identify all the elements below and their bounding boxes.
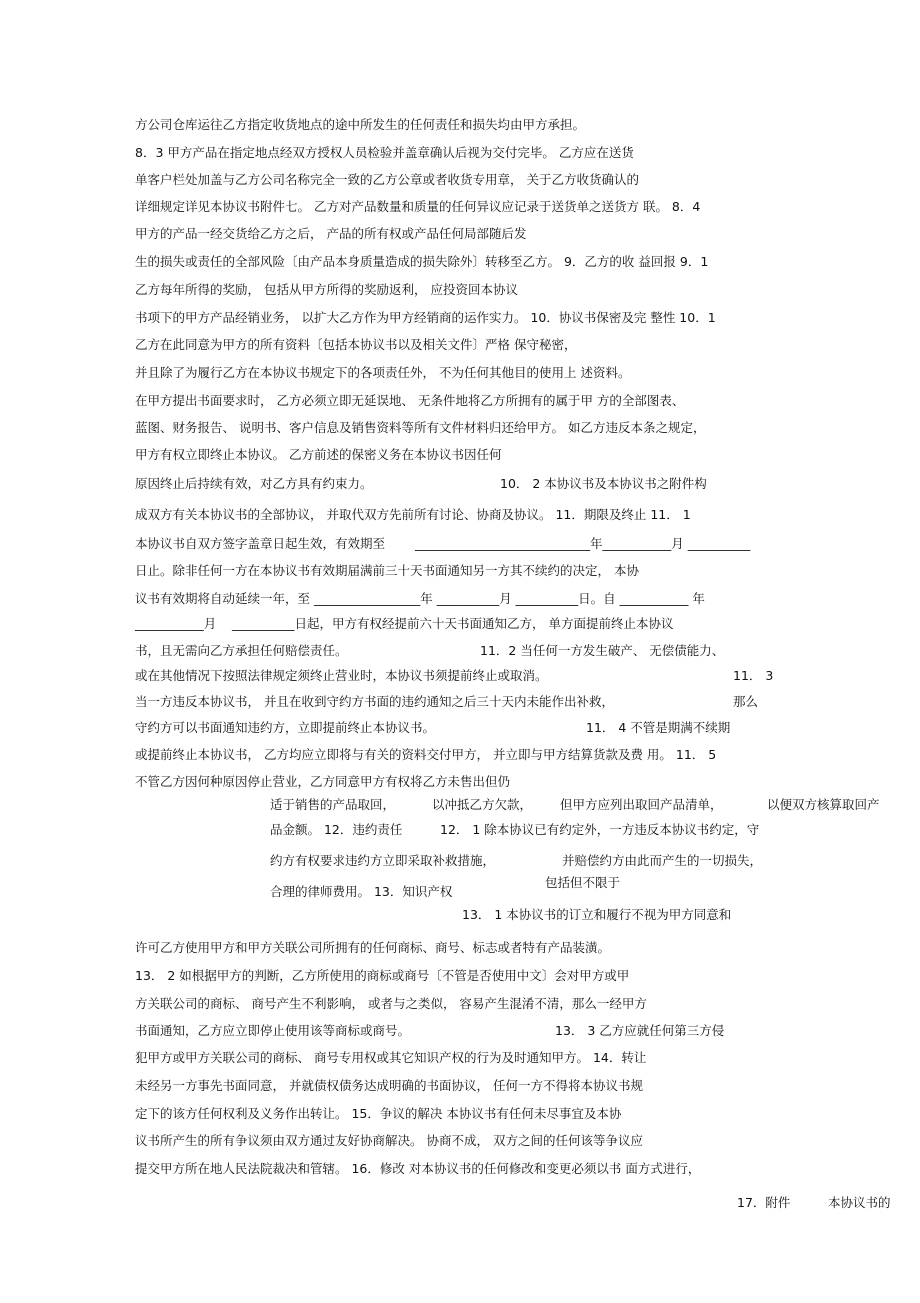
text-line: 那么 [733,694,759,709]
text-line: __________日起，甲方有权经提前六十天书面通知乙方， 单方面提前终止本协议 [232,616,674,631]
text-line: 书项下的甲方产品经销业务， 以扩大乙方作为甲方经销商的运作实力。 10．协议书保密及完 整性 10．1 [135,310,716,325]
text-line: 12． 1 除本协议已有约定外，一方违反本协议书约定，守 [440,822,760,837]
text-line: 议书所产生的所有争议须由双方通过友好协商解决。 协商不成， 双方之间的任何该等争议应 [135,1133,643,1148]
text-line: 或提前终止本协议书， 乙方均应立即将与有关的资料交付甲方， 并立即与甲方结算货款及费 用。 11． 5 [135,747,717,762]
text-line: 日止。除非任何一方在本协议书有效期届满前三十天书面通知另一方其不续约的决定， 本协 [135,563,639,578]
text-line: 定下的该方任何权利及义务作出转让。 15．争议的解决 本协议书有任何未尽事宜及本协 [135,1106,622,1121]
text-line: 13． 2 如根据甲方的判断，乙方所使用的商标或商号〔不管是否使用中文〕会对甲方或甲 [135,968,630,983]
text-line: 当一方违反本协议书， 并且在收到守约方书面的违约通知之后三十天内未能作出补救， [135,694,614,709]
text-line: 议书有效期将自动延续一年，至 _________________年 __________月 __________日。自 ___________ 年 [135,591,705,606]
text-line: 蓝图、财务报告、 说明书、客户信息及销售资料等所有文件材料归还给甲方。 如乙方违反本条之规定， [135,420,706,435]
text-line: 未经另一方事先书面同意， 并就债权债务达成明确的书面协议， 任何一方不得将本协议书规 [135,1078,643,1093]
text-line: 许可乙方使用甲方和甲方关联公司所拥有的任何商标、商号、标志或者特有产品装潢。 [135,940,611,955]
text-line: 生的损失或责任的全部风险〔由产品本身质量造成的损失除外〕转移至乙方。 9．乙方的收 益回报 9．1 [135,254,709,269]
text-line: 原因终止后持续有效，对乙方具有约束力。 [135,476,373,491]
text-line: 单客户栏处加盖与乙方公司名称完全一致的乙方公章或者收货专用章， 关于乙方收货确认的 [135,172,639,187]
text-line: 适于销售的产品取回， [270,797,396,812]
text-line: 并赔偿约方由此而产生的一切损失， [562,853,763,868]
text-line: 10． 2 本协议书及本协议书之附件构 [500,476,707,491]
text-line: 书面通知，乙方应立即停止使用该等商标或商号。 [135,1023,411,1038]
text-line: 8．3 甲方产品在指定地点经双方授权人员检验并盖章确认后视为交付完毕。 乙方应在送货 [135,145,634,160]
text-line: 成双方有关本协议书的全部协议， 并取代双方先前所有讨论、协商及协议。 11．期限及终止 11． 1 [135,507,691,522]
text-line: 品金额。 12．违约责任 [270,822,403,837]
text-line: 本协议书的 [828,1195,891,1210]
text-line: 甲方有权立即终止本协议。 乙方前述的保密义务在本协议书因任何 [135,447,502,462]
text-line: 在甲方提出书面要求时， 乙方必须立即无延误地、 无条件地将乙方所拥有的属于甲 方的全部图表、 [135,393,685,408]
text-line: ____________________________年___________月 __________ [415,536,751,551]
text-line: 但甲方应列出取回产品清单， [560,797,723,812]
text-line: 详细规定详见本协议书附件七。 乙方对产品数量和质量的任何异议应记录于送货单之送货方 联。 8．4 [135,199,701,214]
text-line: 13． 1 本协议书的订立和履行不视为甲方同意和 [462,907,732,922]
text-line: 11． 4 不管是期满不续期 [586,720,731,735]
text-line: 书，且无需向乙方承担任何赔偿责任。 [135,643,348,658]
text-line: 并且除了为履行乙方在本协议书规定下的各项责任外， 不为任何其他目的使用上 述资料。 [135,365,631,380]
text-line: 13． 3 乙方应就任何第三方侵 [555,1023,725,1038]
text-line: 守约方可以书面通知违约方，立即提前终止本协议书。 [135,720,436,735]
text-line: 以便双方核算取回产 [767,797,880,812]
text-line: 以冲抵乙方欠款， [432,797,533,812]
text-line: 约方有权要求违约方立即采取补救措施， [270,853,496,868]
text-line: 本协议书自双方签字盖章日起生效，有效期至 [135,536,386,551]
text-line: 乙方在此同意为甲方的所有资料〔包括本协议书以及相关文件〕严格 保守秘密， [135,337,577,352]
text-line: 乙方每年所得的奖励， 包括从甲方所得的奖励返利， 应投资回本协议 [135,282,518,297]
text-line: 11．2 当任何一方发生破产、 无偿债能力、 [480,643,725,658]
text-line: 或在其他情况下按照法律规定须终止营业时，本协议书须提前终止或取消。 [135,668,548,683]
text-line: ___________月 [135,616,217,631]
text-line: 方关联公司的商标、 商号产生不利影响， 或者与之类似， 容易产生混淆不清，那么一经甲方 [135,996,647,1011]
text-line: 犯甲方或甲方关联公司的商标、 商号专用权或其它知识产权的行为及时通知甲方。 14．转让 [135,1050,647,1065]
text-line: 甲方的产品一经交货给乙方之后， 产品的所有权或产品任何局部随后发 [135,226,527,241]
text-line: 包括但不限于 [545,875,621,890]
text-line: 不管乙方因何种原因停止营业，乙方同意甲方有权将乙方未售出但仍 [135,774,511,789]
text-line: 11． 3 [733,668,774,683]
text-line: 合理的律师费用。 13．知识产权 [270,884,453,899]
text-line: 17．附件 [737,1195,791,1210]
text-line: 提交甲方所在地人民法院裁决和管辖。 16．修改 对本协议书的任何修改和变更必须以书 面方式进行， [135,1161,701,1176]
text-line: 方公司仓库运往乙方指定收货地点的途中所发生的任何责任和损失均由甲方承担。 [135,117,586,132]
